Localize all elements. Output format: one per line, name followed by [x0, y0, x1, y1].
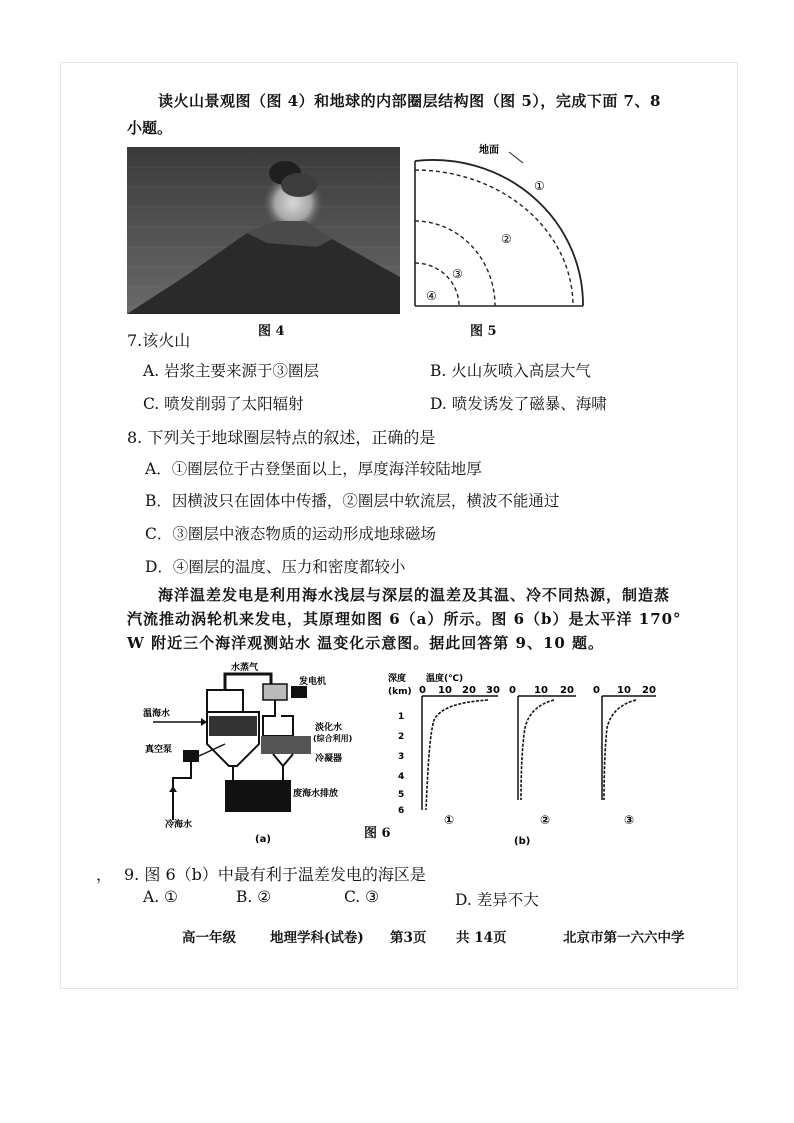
- depth-tick-6: 6: [398, 806, 405, 816]
- depth-tick-4: 4: [398, 772, 405, 782]
- q9-stem: 9. 图 6（b）中最有利于温差发电的海区是: [124, 865, 426, 884]
- q8-option-a: A．①圈层位于古登堡面以上，厚度海洋较陆地厚: [145, 460, 482, 478]
- label-vapor: 水蒸气: [231, 663, 259, 673]
- layer-1-marker: ①: [534, 179, 545, 193]
- intro-line-2: 小题。: [127, 119, 173, 137]
- panel-3-tick-10: 10: [617, 685, 631, 696]
- figure-6-caption: 图 6: [364, 826, 391, 841]
- q7-option-d: D. 喷发诱发了磁暴、海啸: [430, 395, 607, 413]
- panel-1-curve: [426, 700, 488, 810]
- depth-unit: (km): [388, 687, 412, 697]
- label-generator: 发电机: [299, 677, 327, 687]
- label-vacuum-pump: 真空泵: [145, 745, 173, 755]
- panel-3: [593, 685, 656, 827]
- paragraph-line-1: 海洋温差发电是利用海水浅层与深层的温差及其温、冷不同热源，制造蒸: [158, 586, 671, 604]
- q9-option-a: A. ①: [143, 888, 178, 906]
- panel-2-tick-0: 0: [509, 685, 516, 696]
- figure-4-caption: 图 4: [258, 324, 285, 339]
- surface-label: 地面: [479, 145, 499, 156]
- q8-option-b: B．因横波只在固体中传播，②圈层中软流层，横波不能通过: [145, 492, 560, 510]
- panel-3-tick-20: 20: [642, 685, 656, 696]
- q8-stem: 8. 下列关于地球圈层特点的叙述，正确的是: [127, 428, 436, 447]
- footer-school: 北京市第一六六中学: [563, 930, 685, 946]
- depth-tick-3: 3: [398, 752, 405, 762]
- label-warm-water: 温海水: [143, 709, 171, 719]
- label-fresh-water-2: (综合利用): [313, 734, 353, 743]
- footer-subject: 地理学科(试卷): [270, 930, 364, 946]
- temp-header: 温度(℃): [426, 674, 464, 684]
- panel-1-tick-20: 20: [462, 685, 476, 696]
- intro-line-1: 读火山景观图（图 4）和地球的内部圈层结构图（图 5），完成下面 7、8: [158, 92, 661, 110]
- q9-option-b: B. ②: [236, 888, 272, 906]
- q7-option-a: A. 岩浆主要来源于③圈层: [143, 362, 320, 380]
- depth-tick-1: 1: [398, 712, 405, 722]
- depth-tick-2: 2: [398, 732, 405, 742]
- footer-total-pages: 共 14页: [456, 930, 507, 946]
- figure-4-volcano-photo: [127, 147, 400, 314]
- depth-tick-5: 5: [398, 790, 405, 800]
- figure-5-caption: 图 5: [470, 324, 497, 339]
- panel-1: [398, 685, 500, 827]
- layer-2-marker: ②: [501, 232, 512, 246]
- label-condenser: 冷凝器: [315, 754, 343, 764]
- q7-option-c: C. 喷发削弱了太阳辐射: [143, 395, 304, 413]
- figure-6b-label: (b): [514, 836, 531, 847]
- q7-option-b: B. 火山灰喷入高层大气: [430, 362, 591, 380]
- panel-3-curve: [604, 700, 636, 800]
- figure-6a-otec-diagram: [143, 660, 365, 845]
- station-1-label: ①: [444, 813, 455, 827]
- footer-grade: 高一年级: [182, 930, 236, 946]
- paragraph-line-3: W 附近三个海洋观测站水 温变化示意图。据此回答第 9、10 题。: [127, 634, 605, 652]
- footer-page: 第3页: [390, 930, 427, 946]
- station-2-label: ②: [540, 813, 551, 827]
- label-fresh-water-1: 淡化水: [315, 723, 343, 733]
- q9-option-c: C. ③: [344, 888, 380, 906]
- depth-header: 深度: [388, 674, 407, 684]
- surface-arc: [415, 160, 583, 306]
- station-3-label: ③: [624, 813, 635, 827]
- panel-1-tick-30: 30: [486, 685, 500, 696]
- panel-2: [509, 685, 576, 827]
- q9-option-d: D. 差异不大: [455, 891, 539, 909]
- moho-arc: [415, 170, 573, 306]
- panel-3-tick-0: 0: [593, 685, 600, 696]
- panel-2-tick-10: 10: [534, 685, 548, 696]
- figure-5-earth-layers: [405, 143, 605, 313]
- q8-option-c: C．③圈层中液态物质的运动形成地球磁场: [145, 525, 436, 543]
- panel-2-curve: [521, 700, 554, 800]
- figure-6b-temperature-profiles: [388, 672, 670, 850]
- panel-2-tick-20: 20: [560, 685, 574, 696]
- q8-option-d: D．④圈层的温度、压力和密度都较小: [145, 558, 406, 576]
- layer-4-marker: ④: [426, 289, 437, 303]
- panel-1-tick-10: 10: [438, 685, 452, 696]
- paragraph-line-2: 汽流推动涡轮机来发电，其原理如图 6（a）所示。图 6（b）是太平洋 170°: [127, 610, 682, 628]
- figure-6a-label: (a): [255, 834, 271, 845]
- panel-1-tick-0: 0: [419, 685, 426, 696]
- q9-mark: ，: [96, 865, 113, 884]
- label-waste-water: 废海水排放: [293, 789, 339, 799]
- q7-stem: 7.该火山: [127, 331, 191, 350]
- label-cold-water: 冷海水: [165, 820, 193, 830]
- layer-3-marker: ③: [452, 267, 463, 281]
